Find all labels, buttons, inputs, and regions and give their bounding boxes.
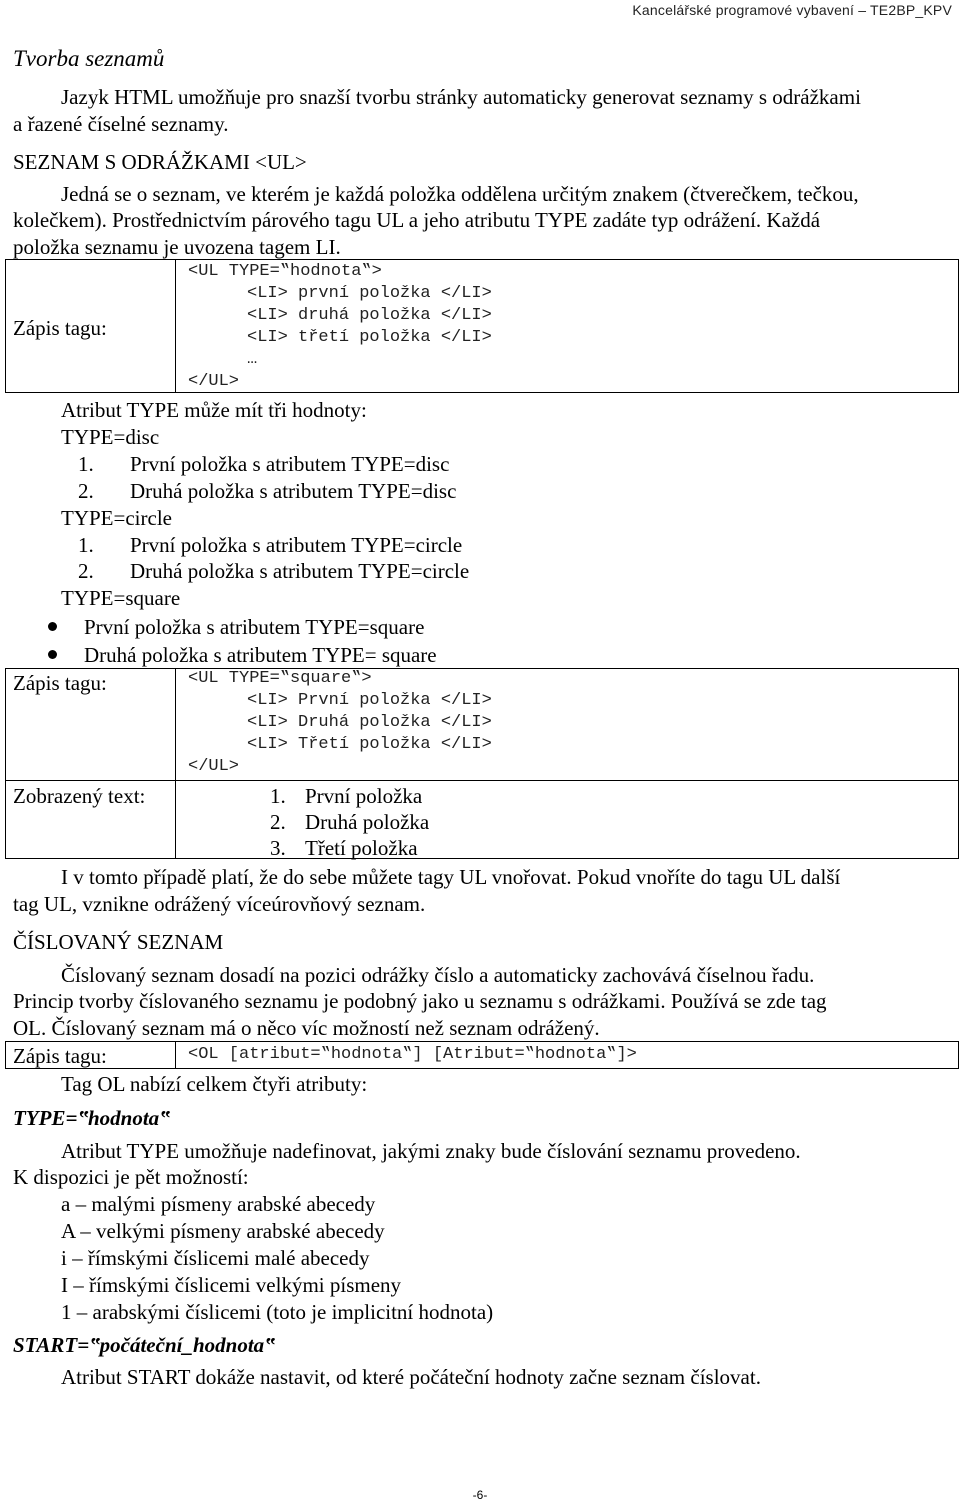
paragraph-line: Jazyk HTML umožňuje pro snazší tvorbu stránky automaticky generovat seznamy s odrážkami [61,85,861,109]
code-line: </UL> [188,372,240,391]
list-item: Třetí položka [305,836,418,860]
page-number: -6- [472,1488,488,1502]
code-line: </UL> [188,757,240,776]
paragraph-line: tag UL, vznikne odrážený víceúrovňový seznam. [13,892,426,916]
code-line: <LI> Druhá položka </LI> [247,713,492,732]
code-line: <OL [atribut=‟hodnota‟] [Atribut=‟hodnota‟]> [188,1045,637,1064]
list-number: 1. [270,784,286,808]
list-item: Druhá položka s atributem TYPE= square [84,643,437,667]
bullet-icon [48,622,57,631]
paragraph-line: Tag OL nabízí celkem čtyři atributy: [61,1072,368,1096]
table-row-divider [5,780,959,781]
list-item: I – římskými číslicemi velkými písmeny [61,1273,402,1297]
code-line: <LI> první položka </LI> [247,284,492,303]
code-line: <UL TYPE=‟square‟> [188,669,372,688]
code-line: <UL TYPE=‟hodnota‟> [188,262,382,281]
code-label: Zápis tagu: [13,316,107,340]
section-heading: SEZNAM S ODRÁŽKAMI <UL> [13,150,307,174]
list-item: První položka [305,784,423,808]
section-title: Tvorba seznamů [13,46,165,71]
paragraph-line: Atribut TYPE může mít tři hodnoty: [61,398,367,422]
table-divider [175,1041,176,1069]
list-number: 3. [270,836,286,860]
running-header: Kancelářské programové vybavení – TE2BP_KPV [632,2,952,18]
type-heading: TYPE=square [61,586,181,610]
code-label: Zápis tagu: [13,671,107,695]
paragraph-line: Číslovaný seznam dosadí na pozici odrážky číslo a automaticky zachovává číselnou řadu. [61,963,815,987]
list-item: Druhá položka s atributem TYPE=circle [130,559,470,583]
paragraph-line: Jedná se o seznam, ve kterém je každá položka oddělena určitým znakem (čtverečkem, tečkou, [61,182,859,206]
list-number: 2. [78,559,94,583]
list-number: 2. [78,479,94,503]
paragraph-line: Atribut TYPE umožňuje nadefinovat, jakými znaky bude číslování seznamu provedeno. [61,1139,801,1163]
list-item: i – římskými číslicemi malé abecedy [61,1246,370,1270]
table-divider [175,668,176,859]
list-item: 1 – arabskými číslicemi (toto je implicitní hodnota) [61,1300,494,1324]
list-item: První položka s atributem TYPE=disc [130,452,450,476]
list-item: První položka s atributem TYPE=circle [130,533,463,557]
type-heading: TYPE=disc [61,425,160,449]
list-number: 1. [78,452,94,476]
code-line: <LI> druhá položka </LI> [247,306,492,325]
paragraph-line: Atribut START dokáže nastavit, od které počáteční hodnoty začne seznam číslovat. [61,1365,761,1389]
rendered-label: Zobrazený text: [13,784,146,808]
list-number: 2. [270,810,286,834]
list-number: 1. [78,533,94,557]
paragraph-line: položka seznamu je uvozena tagem LI. [13,235,341,259]
code-line: <LI> třetí položka </LI> [247,328,492,347]
list-item: První položka s atributem TYPE=square [84,615,425,639]
paragraph-line: OL. Číslovaný seznam má o něco víc možností než seznam odrážený. [13,1016,600,1040]
code-line: … [247,350,258,369]
attribute-heading: START=‟počáteční_hodnota‟ [13,1333,275,1357]
paragraph-line: Princip tvorby číslovaného seznamu je podobný jako u seznamu s odrážkami. Používá se zde tag [13,989,827,1013]
section-heading: ČÍSLOVANÝ SEZNAM [13,930,224,954]
table-divider [175,259,176,393]
list-item: A – velkými písmeny arabské abecedy [61,1219,385,1243]
paragraph-line: kolečkem). Prostřednictvím párového tagu UL a jeho atributu TYPE zadáte typ odrážení. Každá [13,208,821,232]
code-label: Zápis tagu: [13,1044,107,1068]
attribute-heading: TYPE=‟hodnota‟ [13,1106,170,1130]
bullet-icon [48,650,57,659]
type-heading: TYPE=circle [61,506,172,530]
paragraph-line: I v tomto případě platí, že do sebe můžete tagy UL vnořovat. Pokud vnoříte do tagu UL další [61,865,841,889]
list-item: a – malými písmeny arabské abecedy [61,1192,376,1216]
code-line: <LI> Třetí položka </LI> [247,735,492,754]
paragraph-line: K dispozici je pět možností: [13,1165,249,1189]
paragraph-line: a řazené číselné seznamy. [13,112,229,136]
code-line: <LI> První položka </LI> [247,691,492,710]
list-item: Druhá položka [305,810,430,834]
list-item: Druhá položka s atributem TYPE=disc [130,479,457,503]
